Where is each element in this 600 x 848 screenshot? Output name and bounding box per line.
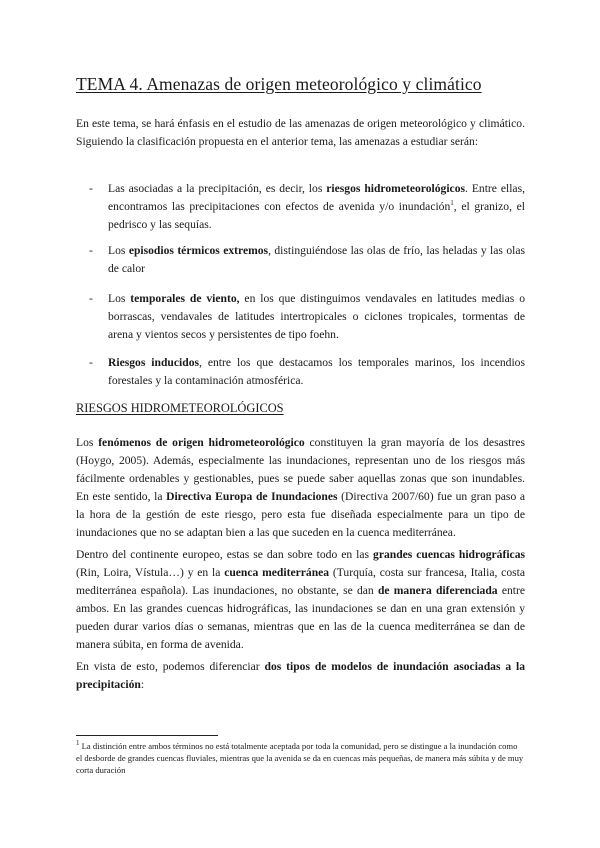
text-run: En vista de esto, podemos diferenciar <box>76 660 265 673</box>
text-run: . Entre ellas, encontramos las precipitaciones con efectos de avenida y/o inundación <box>108 182 525 213</box>
list-dash: - <box>89 244 93 257</box>
body-paragraph <box>76 658 525 694</box>
body-paragraph <box>76 546 525 654</box>
list-item <box>89 180 525 234</box>
footnote-ref[interactable]: 1 <box>450 199 454 208</box>
bold-term: Directiva Europa de Inundaciones <box>166 490 338 503</box>
text-run: (Rin, Loira, Vístula…) y en la <box>76 566 225 579</box>
footnote <box>76 740 525 776</box>
text-run: entre ambos. En las grandes cuencas hidrográficas, las inundaciones se dan en una gran extensión y pueden durar varios días o semanas, mientras que en las de la cuenca mediterránea se dan de manera súbita, en forma de avenida. <box>76 584 526 651</box>
intro-paragraph: En este tema, se hará énfasis en el estudio de las amenazas de origen meteorológico y climático. Siguiendo la clasificación propuesta en el anterior tema, las amenazas a estudiar serán: <box>76 117 525 148</box>
text-run: : <box>140 678 145 691</box>
section-heading: RIESGOS HIDROMETEOROLÓGICOS <box>76 401 284 415</box>
list-dash: - <box>89 356 93 369</box>
bold-term: riesgos hidrometeorológicos <box>326 182 465 195</box>
text-run: Las asociadas a la precipitación, es decir, los <box>108 182 327 195</box>
bold-term: cuenca mediterránea <box>224 566 330 579</box>
text-run: , entre los que destacamos los temporales marinos, los incendios forestales y la contaminación atmosférica. <box>108 356 525 387</box>
text-run: , el granizo, el pedrisco y las sequías. <box>108 200 525 231</box>
bold-term: episodios térmicos extremos <box>128 244 269 257</box>
bold-term: fenómenos de origen hidrometeorológico <box>98 436 305 449</box>
list-item-text <box>108 242 525 278</box>
bold-term: dos tipos de modelos de inundación asociadas a la precipitación <box>76 660 526 691</box>
text-run: Dentro del continente europeo, estas se dan sobre todo en las <box>76 548 374 561</box>
list-item <box>89 354 525 390</box>
text-run: (Directiva 2007/60) fue un gran paso a la hora de la gestión de este riesgo, pero esta fue diseñada especialmente para un tipo de inundaciones que no se adaptan bien a las que suceden en la cuenca mediterránea. <box>76 490 525 539</box>
list-item <box>89 290 525 344</box>
page-title: TEMA 4. Amenazas de origen meteorológico y climático <box>76 74 482 94</box>
list-item-text <box>108 180 525 234</box>
footnote-number: 1 <box>76 739 80 748</box>
footnote-divider <box>76 735 218 736</box>
list-item <box>89 242 525 278</box>
bold-term: grandes cuencas hidrográficas <box>373 548 526 561</box>
footnote-text: La distinción entre ambos términos no está totalmente aceptada por toda la comunidad, pero se distingue a la inundación como el desborde de grandes cuencas fluviales, mientras que la avenida se da en cuencas más pequeñas, de manera más súbita y de muy corta duración <box>76 741 524 775</box>
text-run: Los <box>108 244 129 257</box>
list-item-text <box>108 290 525 344</box>
list-dash: - <box>89 292 93 305</box>
bold-term: de manera diferenciada <box>377 584 498 597</box>
list-item-text <box>108 354 525 390</box>
list-dash: - <box>89 182 93 195</box>
bold-term: Riesgos inducidos <box>108 356 200 369</box>
text-run: Los <box>108 292 131 305</box>
text-run: , distinguiéndose las olas de frío, las heladas y las olas de calor <box>108 244 525 275</box>
text-run: (Turquía, costa sur francesa, Italia, costa mediterránea española). Las inundaciones, no obstante, se dan <box>76 566 526 597</box>
text-run: en los que distinguimos vendavales en latitudes medias o borrascas, vendavales de latitudes intertropicales o ciclones tropicales, tormentas de arena y vientos secos y persistentes de tipo foehn. <box>108 292 525 341</box>
text-run: constituyen la gran mayoría de los desastres (Hoygo, 2005). Además, especialmente las inundaciones, representan uno de los riesgos más fácilmente ordenables y gestionables, pues se puede saber aquellas zonas que son inundables. En este sentido, la <box>76 436 525 503</box>
text-run: Los <box>76 436 99 449</box>
body-paragraph <box>76 434 525 542</box>
bold-term: temporales de viento, <box>130 292 240 305</box>
